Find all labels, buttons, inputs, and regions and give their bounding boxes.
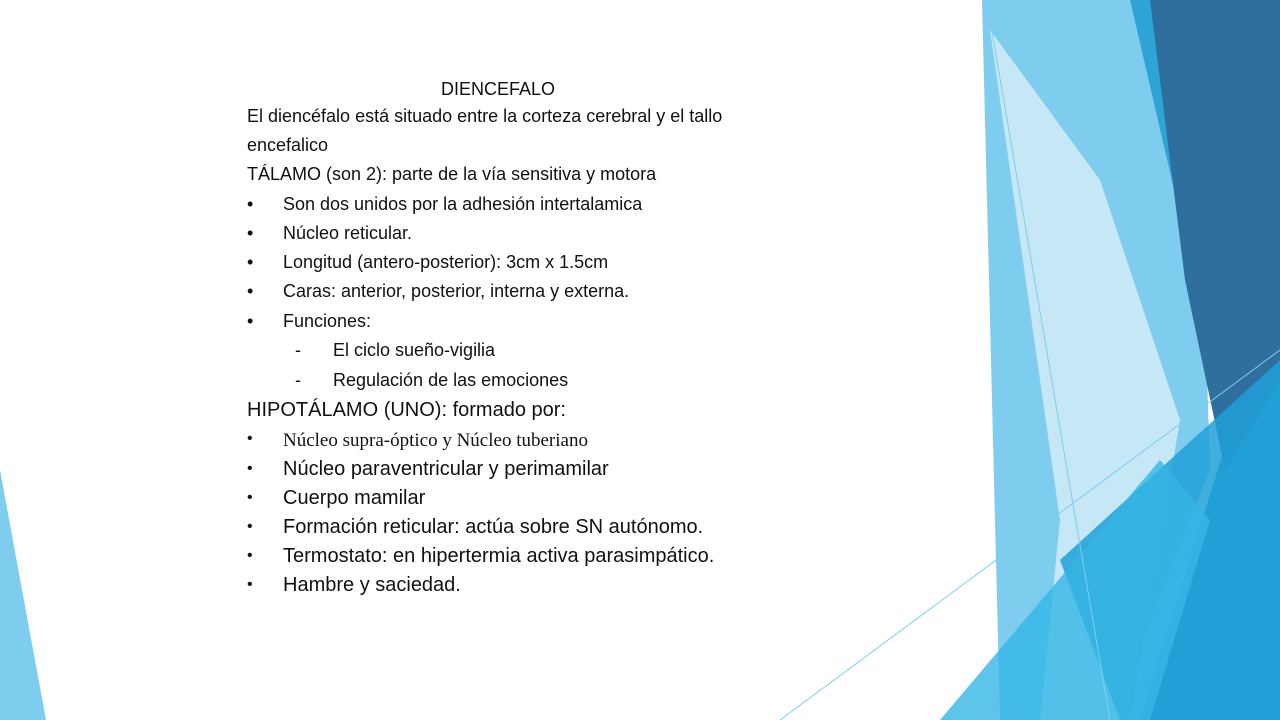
intro-line-1: El diencéfalo está situado entre la corteza cerebral y el tallo (247, 106, 723, 126)
bullet-icon: • (247, 430, 253, 447)
bullet-icon: • (247, 252, 254, 272)
bullet-icon: • (247, 223, 254, 243)
bullet-icon: • (247, 518, 253, 535)
bullet-icon: • (247, 311, 254, 331)
left-edge-shape (0, 470, 46, 720)
bullet-icon: • (247, 194, 254, 214)
intro-line-2: encefalico (247, 135, 329, 155)
dash-icon: - (295, 340, 301, 360)
bullet-icon: • (247, 489, 253, 506)
dash-icon: - (295, 370, 301, 390)
hipotalamo-heading: HIPOTÁLAMO (UNO): formado por: (247, 399, 566, 421)
slide-title: DIENCEFALO (440, 79, 556, 99)
bullet-icon: • (247, 576, 253, 593)
talamo-heading: TÁLAMO (son 2): parte de la vía sensitiva y motora (247, 164, 657, 184)
bullet-icon: • (247, 281, 254, 301)
bullet-icon: • (247, 547, 253, 564)
bullet-icon: • (247, 460, 253, 477)
